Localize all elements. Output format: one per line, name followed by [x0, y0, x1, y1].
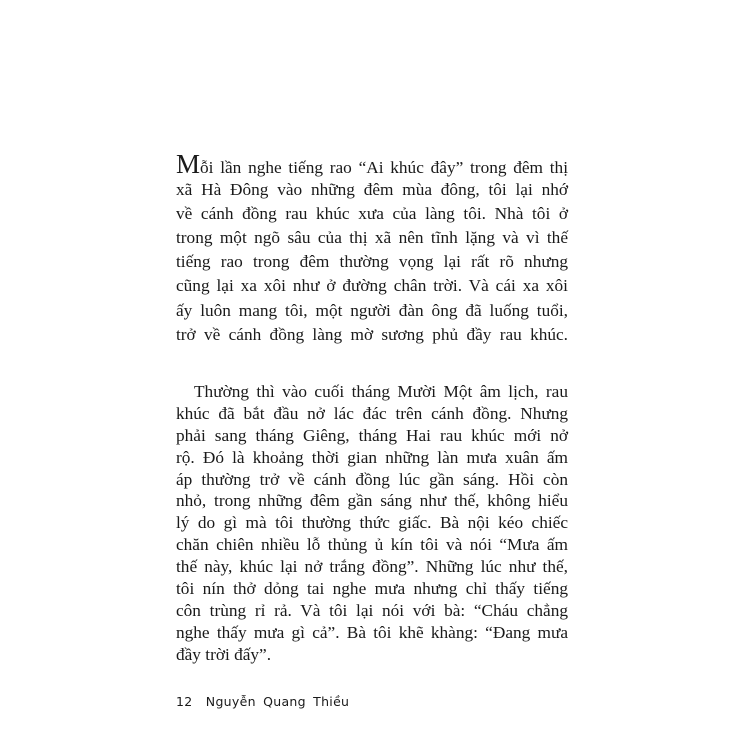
text-line: đầy trời đấy”.	[176, 644, 272, 664]
text-line: Thường thì vào cuối tháng Mười Một âm lịch, rau	[194, 382, 568, 401]
text-line: trong một ngõ sâu của thị xã nên tĩnh lặng và vì thế	[176, 228, 568, 248]
text-line: về cánh đồng rau khúc xưa của làng tôi. Nhà tôi ở	[176, 204, 568, 224]
text-line	[176, 149, 568, 179]
text-line: ấy luôn mang tôi, một người đàn ông đã luống tuổi,	[176, 300, 568, 320]
paragraph-2	[176, 381, 568, 666]
text-line: trở về cánh đồng làng mờ sương phủ đầy rau khúc.	[176, 324, 568, 344]
text-line: xã Hà Đông vào những đêm mùa đông, tôi lại nhớ	[176, 180, 568, 200]
text-line: côn trùng rỉ rả. Và tôi lại nói với bà: “Cháu chẳng	[176, 600, 568, 620]
text-line-rest: ỗi lần nghe tiếng rao “Ai khúc đây” trong đêm thị	[200, 158, 568, 177]
text-line: cũng lại xa xôi như ở đường chân trời. Và cái xa xôi	[176, 276, 568, 296]
author-name: Nguyễn Quang Thiều	[205, 694, 350, 709]
text-line: lý do gì mà tôi thường thức giấc. Bà nội kéo chiếc	[176, 513, 568, 533]
text-line: nhỏ, trong những đêm gần sáng như thế, không hiểu	[176, 491, 568, 511]
text-line: nghe thấy mưa gì cả”. Bà tôi khẽ khàng: “Đang mưa	[176, 622, 568, 642]
text-line: khúc đã bắt đầu nở lác đác trên cánh đồng. Nhưng	[176, 403, 568, 423]
text-line: chăn chiên nhiều lỗ thủng ủ kín tôi và nói “Mưa ấm	[176, 535, 568, 555]
text-line: thế này, khúc lại nở trắng đồng”. Những lúc như thế,	[176, 557, 568, 577]
text-line: tiếng rao trong đêm thường vọng lại rất rõ nhưng	[176, 252, 568, 272]
text-line: rộ. Đó là khoảng thời gian những làn mưa xuân ấm	[176, 447, 568, 467]
text-line: tôi nín thở dỏng tai nghe mưa nhưng chỉ thấy tiếng	[176, 579, 568, 599]
text-line: phải sang tháng Giêng, tháng Hai rau khúc mới nở	[176, 425, 568, 445]
page-number: 12	[176, 694, 193, 709]
text-line: áp thường trở về cánh đồng lúc gần sáng. Hồi còn	[176, 469, 568, 489]
page-footer	[176, 694, 349, 709]
drop-cap: M	[176, 149, 201, 179]
paragraph-1	[176, 149, 568, 347]
